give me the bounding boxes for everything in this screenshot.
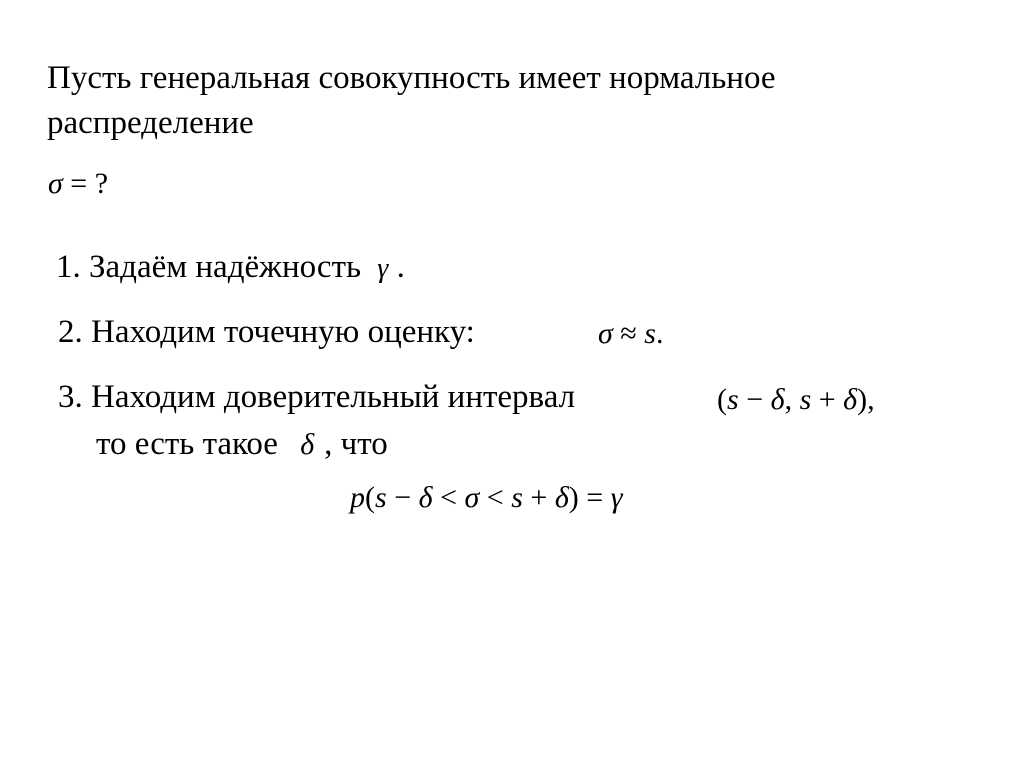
less-than-symbol: < <box>432 481 465 514</box>
sigma-symbol: σ <box>464 481 480 514</box>
minus-symbol: − <box>386 481 419 514</box>
plus-symbol: + <box>811 383 844 416</box>
s-symbol: s <box>511 481 523 514</box>
step-2-dot: . <box>655 317 664 350</box>
delta-symbol: δ <box>554 481 569 514</box>
comma: , <box>784 383 800 416</box>
step-1 <box>56 247 405 289</box>
open-paren: ( <box>717 383 727 416</box>
delta-symbol: δ <box>300 428 315 461</box>
delta-symbol: δ <box>843 383 858 416</box>
approx-symbol: ≈ <box>612 317 645 350</box>
step-3-text: 3. Находим доверительный интервал <box>58 379 576 415</box>
step-3-line-2-text: то есть такое <box>96 426 278 462</box>
interval-formula <box>717 380 875 420</box>
step-3-line-2-rest: , что <box>324 426 388 462</box>
delta-symbol: δ <box>418 481 433 514</box>
open-paren: ( <box>365 481 375 514</box>
question-rest: = ? <box>62 167 109 200</box>
s-symbol: s <box>799 383 812 416</box>
close-paren: ) <box>568 481 579 514</box>
probability-formula <box>350 478 623 518</box>
step-2-text: 2. Находим точечную оценку: <box>58 314 475 350</box>
delta-symbol: δ <box>770 383 785 416</box>
intro-line-1: Пусть генеральная совокупность имеет нормальное <box>47 60 776 96</box>
step-1-dot: . <box>388 249 405 285</box>
gamma-symbol: γ <box>377 253 389 284</box>
step-2-formula <box>598 314 663 354</box>
sigma-question <box>48 164 108 204</box>
gamma-symbol: γ <box>610 481 623 514</box>
close-paren: ), <box>857 383 875 416</box>
minus-symbol: − <box>738 383 771 416</box>
sigma-symbol: σ <box>598 317 613 350</box>
p-symbol: p <box>350 481 365 514</box>
intro-line-2: распределение <box>47 105 254 141</box>
plus-symbol: + <box>522 481 555 514</box>
s-symbol: s <box>644 317 656 350</box>
step-3-line-2 <box>96 424 388 465</box>
s-symbol: s <box>375 481 387 514</box>
equals-symbol: = <box>578 481 611 514</box>
step-1-text: 1. Задаём надёжность <box>56 249 362 285</box>
sigma-symbol: σ <box>48 167 63 200</box>
s-symbol: s <box>727 383 739 416</box>
less-than-symbol: < <box>479 481 512 514</box>
